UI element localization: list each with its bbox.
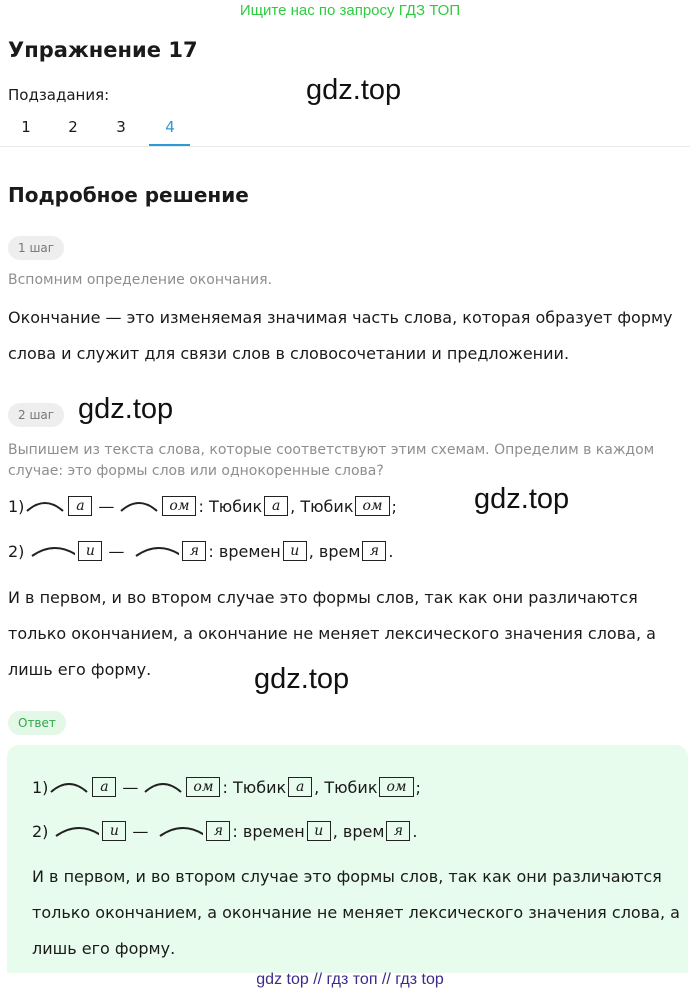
tab-4[interactable]: 4	[165, 118, 175, 136]
root-arc-icon	[25, 544, 75, 558]
step-hint: Выпишем из текста слова, которые соответствуют этим схемам. Определим в каждом случае: это формы слов или однокоренные слова?	[8, 442, 655, 479]
comma: ,	[332, 821, 338, 841]
dash: —	[122, 777, 139, 797]
ending-box: и	[102, 821, 126, 841]
word-stem: Тюбик	[208, 496, 263, 516]
formula-number: 1)	[8, 496, 25, 516]
root-arc-icon	[25, 499, 65, 513]
formula-number: 2)	[32, 821, 49, 841]
footer-links[interactable]: gdz top // гдз топ // гдз top	[256, 971, 444, 988]
ending-box: а	[68, 496, 92, 516]
ending-box: ом	[379, 777, 413, 797]
tab-3[interactable]: 3	[116, 118, 126, 136]
colon: :	[198, 496, 204, 516]
word-stem: Тюбик	[232, 777, 287, 797]
tab-2[interactable]: 2	[68, 118, 78, 136]
ending-box: и	[78, 541, 102, 561]
tab-1[interactable]: 1	[21, 118, 31, 136]
definition-text: Окончание — это изменяемая значимая часть слова, которая образует форму слова и служит для связи слов в словосочетании и предложении.	[8, 308, 673, 363]
watermark: gdz.top	[306, 74, 402, 106]
root-arc-icon	[119, 499, 159, 513]
step-badge: 2 шаг	[8, 403, 64, 427]
section-title: Подробное решение	[8, 183, 249, 207]
word-stem: времен	[218, 541, 281, 561]
answer-formula-1	[32, 777, 421, 797]
tail: .	[412, 821, 418, 841]
comma: ,	[290, 496, 296, 516]
ending-box: и	[283, 541, 307, 561]
root-arc-icon	[143, 780, 183, 794]
answer-formula-2	[32, 821, 418, 841]
root-arc-icon	[153, 824, 203, 838]
step-badge: 1 шаг	[8, 236, 64, 260]
word-stem: Тюбик	[300, 496, 354, 516]
tail: ;	[415, 777, 421, 797]
ending-box: ом	[162, 496, 196, 516]
word-stem: врем	[342, 821, 385, 841]
answer-badge: Ответ	[8, 711, 66, 735]
ending-box: а	[288, 777, 312, 797]
watermark: gdz.top	[254, 663, 350, 695]
formula-number: 1)	[32, 777, 49, 797]
word-stem: врем	[318, 541, 361, 561]
root-arc-icon	[49, 780, 89, 794]
formula-number: 2)	[8, 541, 25, 561]
active-tab-indicator	[149, 144, 190, 146]
conclusion-text: И в первом, и во втором случае это формы слов, так как они различаются только окончанием, а окончание не меняет лексического значения слова, а лишь его форму.	[8, 588, 656, 679]
tail: ;	[391, 496, 397, 516]
colon: :	[232, 821, 238, 841]
ending-box: и	[307, 821, 331, 841]
formula-2	[8, 541, 394, 561]
ending-box: я	[182, 541, 206, 561]
colon: :	[222, 777, 228, 797]
ending-box: ом	[355, 496, 389, 516]
tail: .	[388, 541, 394, 561]
promo-banner[interactable]: Ищите нас по запросу ГДЗ ТОП	[239, 2, 461, 19]
ending-box: я	[206, 821, 230, 841]
comma: ,	[314, 777, 320, 797]
colon: :	[208, 541, 214, 561]
subtasks-label: Подзадания:	[8, 86, 110, 104]
comma: ,	[308, 541, 314, 561]
dash: —	[132, 821, 149, 841]
answer-conclusion-text: И в первом, и во втором случае это формы слов, так как они различаются только окончанием, а окончание не меняет лексического значения слова, а лишь его форму.	[32, 867, 680, 958]
word-stem: Тюбик	[324, 777, 378, 797]
watermark: gdz.top	[474, 483, 570, 515]
watermark: gdz.top	[78, 393, 174, 425]
formula-1	[8, 496, 397, 516]
word-stem: времен	[242, 821, 305, 841]
subtask-tabs	[0, 110, 690, 147]
dash: —	[98, 496, 115, 516]
page-title: Упражнение 17	[8, 38, 198, 62]
ending-box: ом	[186, 777, 220, 797]
dash: —	[108, 541, 125, 561]
ending-box: а	[264, 496, 288, 516]
ending-box: а	[92, 777, 116, 797]
step-hint: Вспомним определение окончания.	[8, 272, 272, 288]
root-arc-icon	[49, 824, 99, 838]
ending-box: я	[362, 541, 386, 561]
root-arc-icon	[129, 544, 179, 558]
ending-box: я	[386, 821, 410, 841]
